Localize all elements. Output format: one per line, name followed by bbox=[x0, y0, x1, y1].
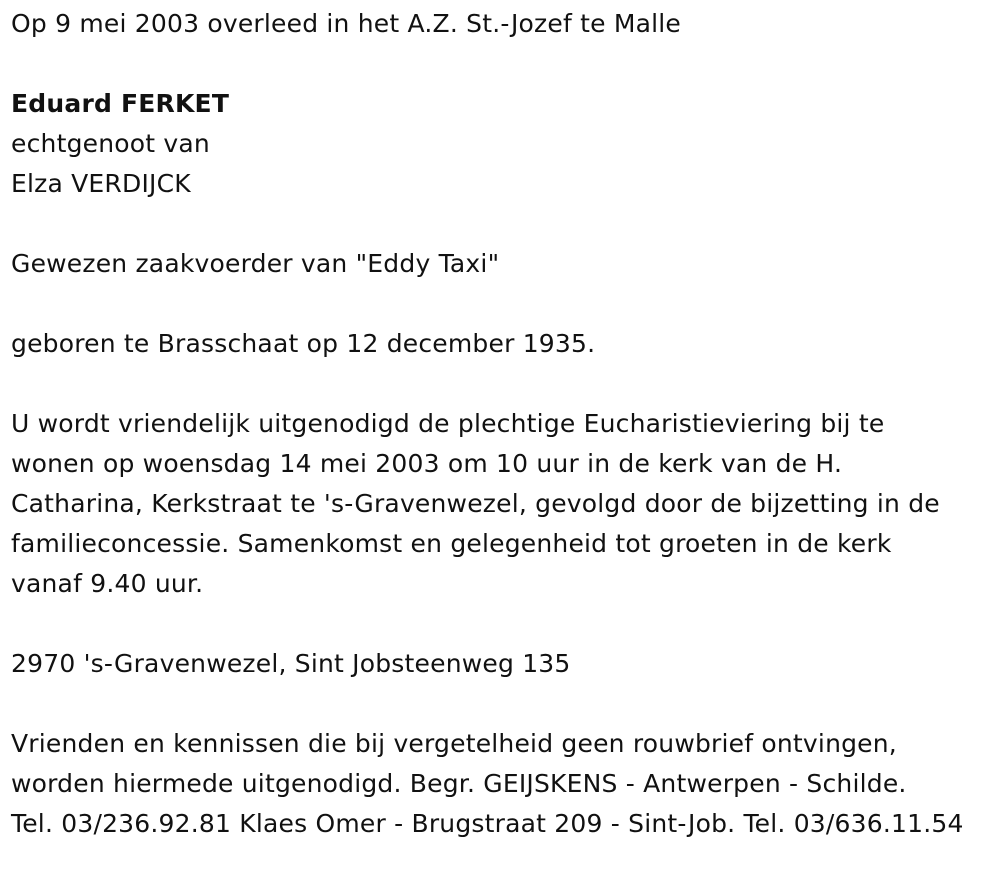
ceremony-line: vanaf 9.40 uur. bbox=[11, 569, 204, 598]
closing-line: worden hiermede uitgenodigd. Begr. GEIJSKENS - Antwerpen - Schilde. bbox=[11, 769, 907, 798]
spacer bbox=[11, 684, 1000, 724]
relation-label: echtgenoot van bbox=[11, 129, 210, 158]
spacer bbox=[11, 204, 1000, 244]
birth-text: geboren te Brasschaat op 12 december 1935. bbox=[11, 329, 596, 358]
spacer bbox=[11, 284, 1000, 324]
ceremony-line: Catharina, Kerkstraat te 's-Gravenwezel, gevolgd door de bijzetting in de bbox=[11, 489, 940, 518]
spacer bbox=[11, 364, 1000, 404]
ceremony-line: U wordt vriendelijk uitgenodigd de plechtige Eucharistieviering bij te bbox=[11, 409, 885, 438]
spouse-name: Elza VERDIJCK bbox=[11, 169, 191, 198]
spacer bbox=[11, 44, 1000, 84]
intro-text: Op 9 mei 2003 overleed in het A.Z. St.-Jozef te Malle bbox=[11, 9, 681, 38]
closing-line: Vrienden en kennissen die bij vergetelheid geen rouwbrief ontvingen, bbox=[11, 729, 897, 758]
spacer bbox=[11, 604, 1000, 644]
ceremony-line: familieconcessie. Samenkomst en gelegenheid tot groeten in de kerk bbox=[11, 529, 892, 558]
address-text: 2970 's-Gravenwezel, Sint Jobsteenweg 135 bbox=[11, 649, 571, 678]
deceased-name: Eduard FERKET bbox=[11, 89, 230, 118]
occupation-text: Gewezen zaakvoerder van "Eddy Taxi" bbox=[11, 249, 500, 278]
closing-line: Tel. 03/236.92.81 Klaes Omer - Brugstraat 209 - Sint-Job. Tel. 03/636.11.54 bbox=[11, 809, 964, 838]
ceremony-line: wonen op woensdag 14 mei 2003 om 10 uur in de kerk van de H. bbox=[11, 449, 843, 478]
